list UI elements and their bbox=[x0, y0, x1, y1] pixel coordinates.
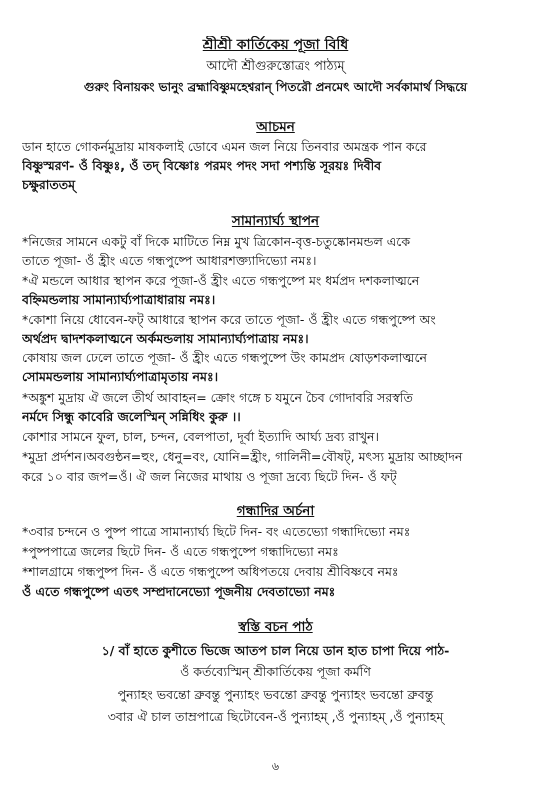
heading-swasti: স্বস্তি বচন পাঠ bbox=[238, 619, 313, 635]
page-title: শ্রীশ্রী কার্তিকেয় পূজা বিধি bbox=[202, 37, 349, 53]
heading-samanyarghya: সামান্যার্ঘ্য স্থাপন bbox=[231, 213, 320, 229]
samanyarghya-line-11: কোশার সামনে ফুল, চাল, চন্দন, বেলপাতা, দূর্বা ইত্যাদি আর্ঘ্য দ্রব্য রাখুন। bbox=[22, 429, 379, 444]
achaman-line-1: ডান হাতে গোকর্নমুদ্রায় মাষকলাই ডোবে এমন জল নিয়ে তিনবার অমন্ত্রক পান করে bbox=[22, 139, 427, 154]
samanyarghya-line-2: তাতে পূজা- ওঁ হ্রীং এতে গন্ধপুষ্পে আধারশক্ত্যাদিভ্যো নমঃ। bbox=[22, 253, 317, 268]
swasti-line-1: ১/ বাঁ হাতে কুশীতে ভিজে আতপ চাল নিয়ে ডান হাত চাপা দিয়ে পাঠ- bbox=[101, 643, 450, 658]
gandhadi-line-2: *পুষ্পপাত্রে জলের ছিটে দিন- ওঁ এতে গন্ধপুষ্পে গন্ধাদিভ্যো নমঃ bbox=[22, 544, 339, 559]
gandhadi-line-3: *শালগ্রামে গন্ধপুষ্প দিন- ওঁ এতে গন্ধপুষ্পে অধিপতয়ে দেবায় শ্রীবিষ্ণবে নমঃ bbox=[22, 564, 399, 579]
samanyarghya-line-7: কোষায় জল ঢেলে তাতে পূজা- ওঁ হ্রীং এতে গন্ধপুষ্পে উং কামপ্রদ ষোড়শকলাত্মনে bbox=[22, 350, 427, 365]
achaman-line-3: চক্ষুরাততম্ bbox=[22, 177, 76, 192]
achaman-line-2: বিষ্ণুস্মরণ- ওঁ বিষ্ণুঃ, ওঁ তদ্ বিষ্ণোঃ পরমং পদং সদা পশ্যন্তি সূরয়ঃ দিবীব bbox=[22, 158, 382, 173]
heading-gandhadi: গন্ধাদির অর্চনা bbox=[236, 503, 315, 519]
samanyarghya-line-9: *অঙ্কুশ মুদ্রায় ঐ জলে তীর্থ আবাহন= ক্রোং গঙ্গে চ যমুনে চৈব গোদাবরি সরস্বতি bbox=[22, 390, 413, 405]
samanyarghya-line-4: বহ্নিমন্ডলায় সামান্যার্ঘ্যপাত্রাধারায় নমঃ। bbox=[22, 292, 216, 307]
gandhadi-line-4: ওঁ এতে গন্ধপুষ্পে এতৎ সম্প্রদানেভ্যো পূজনীয় দেবতাভ্যো নমঃ bbox=[22, 584, 336, 599]
page-subtitle: আদৌ শ্রীগুরুস্তোত্রং পাঠ্যম্ bbox=[206, 59, 345, 74]
invocation-line: গুরুং বিনায়কং ভানুং ব্রহ্মাবিষ্ণুমহেশ্বরান্ পিতরৌ প্রনমেৎ আদৌ সর্বকামার্থ সিদ্ধয়ে bbox=[83, 80, 468, 94]
samanyarghya-line-12: *মুদ্রা প্রর্দশন।অবগুন্ঠন=হুং, ধেনু=বং, যোনি=হ্রীং, গালিনী=বৌষট্, মৎস্য মুদ্রায় আচ্ছাদন bbox=[22, 449, 463, 464]
samanyarghya-line-3: *ঐ মন্ডলে আধার স্থাপন করে পূজা-ওঁ হ্রীং এতে গন্ধপুষ্পে মং ধর্মপ্রদ দশকলাত্মনে bbox=[22, 273, 420, 288]
samanyarghya-line-1: *নিজের সামনে একটু বাঁ দিকে মাটিতে নিম্ন মুখ ত্রিকোন-বৃত্ত-চতুষ্কোনমন্ডল একে bbox=[22, 234, 411, 249]
samanyarghya-line-8: সোমমন্ডলায় সামান্যার্ঘ্যপাত্রামৃতায় নমঃ। bbox=[22, 369, 219, 384]
swasti-line-4: ৩বার ঐ চাল তাম্রপাত্রে ছিটোবেন-ওঁ পুন্যাহম্ ,ওঁ পুন্যাহম্ ,ওঁ পুন্যাহম্ bbox=[107, 709, 444, 724]
samanyarghya-line-5: *কোশা নিয়ে ধোবেন-ফট্ আধারে স্থাপন করে তাতে পূজা- ওঁ হ্রীং এতে গন্ধপুষ্পে অং bbox=[22, 312, 436, 327]
swasti-line-3: পুন্যাহং ভবন্তো ব্রুবন্তু পুন্যাহং ভবন্তো ব্রুবন্তু পুন্যাহং ভবন্তো ব্রুবন্তু bbox=[117, 687, 434, 702]
heading-achaman: আচমন bbox=[256, 119, 295, 135]
page-number: ৬ bbox=[271, 760, 280, 773]
samanyarghya-line-10: নর্মদে সিন্ধু কাবেরি জলেস্মিন্ সন্নিধিং কুরু ।। bbox=[22, 409, 241, 424]
swasti-line-2: ওঁ কর্তব্যেস্মিন্ শ্রীকার্তিকেয় পূজা কর্মণি bbox=[180, 664, 371, 679]
samanyarghya-line-13: করে ১০ বার জপ=ওঁ। ঐ জল নিজের মাথায় ও পূজা দ্রব্যে ছিটে দিন- ওঁ ফট্ bbox=[22, 469, 397, 484]
samanyarghya-line-6: অর্থপ্রদ দ্বাদশকলাত্মনে অর্কমন্ডলায় সামান্যার্ঘ্যপাত্রায় নমঃ। bbox=[22, 331, 309, 346]
gandhadi-line-1: *৩বার চন্দনে ও পুষ্প পাত্রে সামান্যার্ঘ্য ছিটে দিন- বং এতেভ্যো গন্ধাদিভ্যো নমঃ bbox=[22, 524, 411, 539]
